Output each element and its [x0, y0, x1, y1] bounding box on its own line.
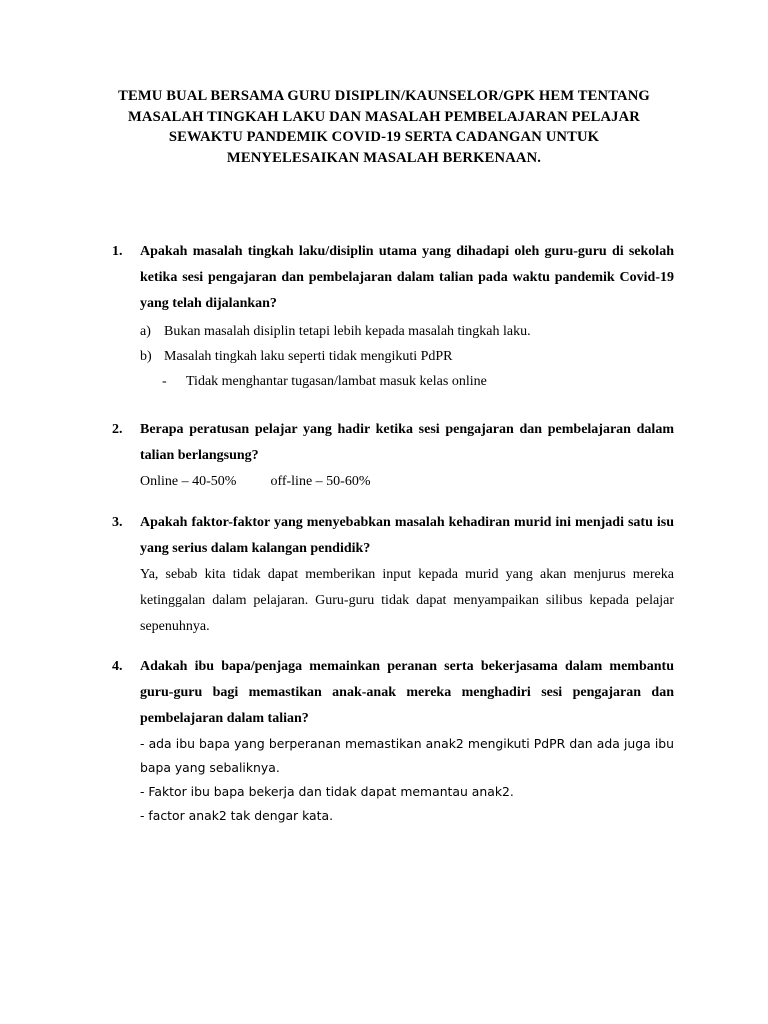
question-3 [112, 510, 674, 640]
question-text: Berapa peratusan pelajar yang hadir ketika sesi pengajaran dan pembelajaran dalam talian berlangsung? [140, 422, 674, 463]
question-text: Adakah ibu bapa/penjaga memainkan peranan serta bekerjasama dalam membantu guru-guru bagi memastikan anak-anak mereka menghadiri sesi pengajaran dan pembelajaran dalam talian? [140, 659, 674, 726]
answer-paragraph: - factor anak2 tak dengar kata. [140, 808, 334, 823]
answer-marker: a) [140, 324, 151, 339]
title-line-4: MENYELESAIKAN MASALAH BERKENAAN. [226, 149, 542, 166]
answer-item [140, 344, 674, 369]
question-text: Apakah faktor-faktor yang menyebabkan masalah kehadiran murid ini menjadi satu isu yang serius dalam kalangan pendidik? [140, 515, 674, 556]
question-number: 4. [112, 659, 123, 674]
document-title [90, 86, 678, 168]
answer-text: Tidak menghantar tugasan/lambat masuk kelas online [186, 374, 487, 389]
answer-paragraph: Ya, sebab kita tidak dapat memberikan input kepada murid yang akan menjurus mereka ketinggalan dalam pelajaran. Guru-guru tidak dapat menyampaikan silibus kepada pelajar sepenuhnya. [140, 567, 674, 634]
question-4 [112, 654, 674, 828]
question-2 [112, 417, 674, 494]
title-line-1: TEMU BUAL BERSAMA GURU DISIPLIN/KAUNSELOR/GPK HEM TENTANG [118, 88, 650, 104]
title-line-3: SEWAKTU PANDEMIK COVID-19 SERTA CADANGAN UNTUK [168, 129, 600, 146]
question-number: 3. [112, 515, 123, 530]
answer-marker: b) [140, 349, 152, 364]
question-text: Apakah masalah tingkah laku/disiplin utama yang dihadapi oleh guru-guru di sekolah ketika sesi pengajaran dan pembelajaran dalam talian pada waktu pandemik Covid-19 yang telah dijalankan? [140, 244, 674, 311]
question-1 [112, 239, 674, 394]
answer-text: Masalah tingkah laku seperti tidak mengikuti PdPR [164, 349, 453, 364]
answer-paragraph: - ada ibu bapa yang berperanan memastikan anak2 mengikuti PdPR dan ada juga ibu bapa yang sebaliknya. [140, 736, 674, 775]
question-number: 1. [112, 244, 123, 259]
answer-text: Bukan masalah disiplin tetapi lebih kepada masalah tingkah laku. [164, 324, 531, 339]
attendance-answer [140, 469, 674, 494]
offline-attendance: off-line – 50-60% [270, 474, 371, 489]
answer-marker: - [162, 374, 167, 389]
answer-subitem [140, 369, 674, 394]
question-number: 2. [112, 422, 123, 437]
answer-paragraph: - Faktor ibu bapa bekerja dan tidak dapat memantau anak2. [140, 784, 514, 799]
online-attendance: Online – 40-50% [140, 474, 237, 489]
title-line-2: MASALAH TINGKAH LAKU DAN MASALAH PEMBELAJARAN PELAJAR [127, 108, 640, 125]
answer-item [140, 319, 674, 344]
